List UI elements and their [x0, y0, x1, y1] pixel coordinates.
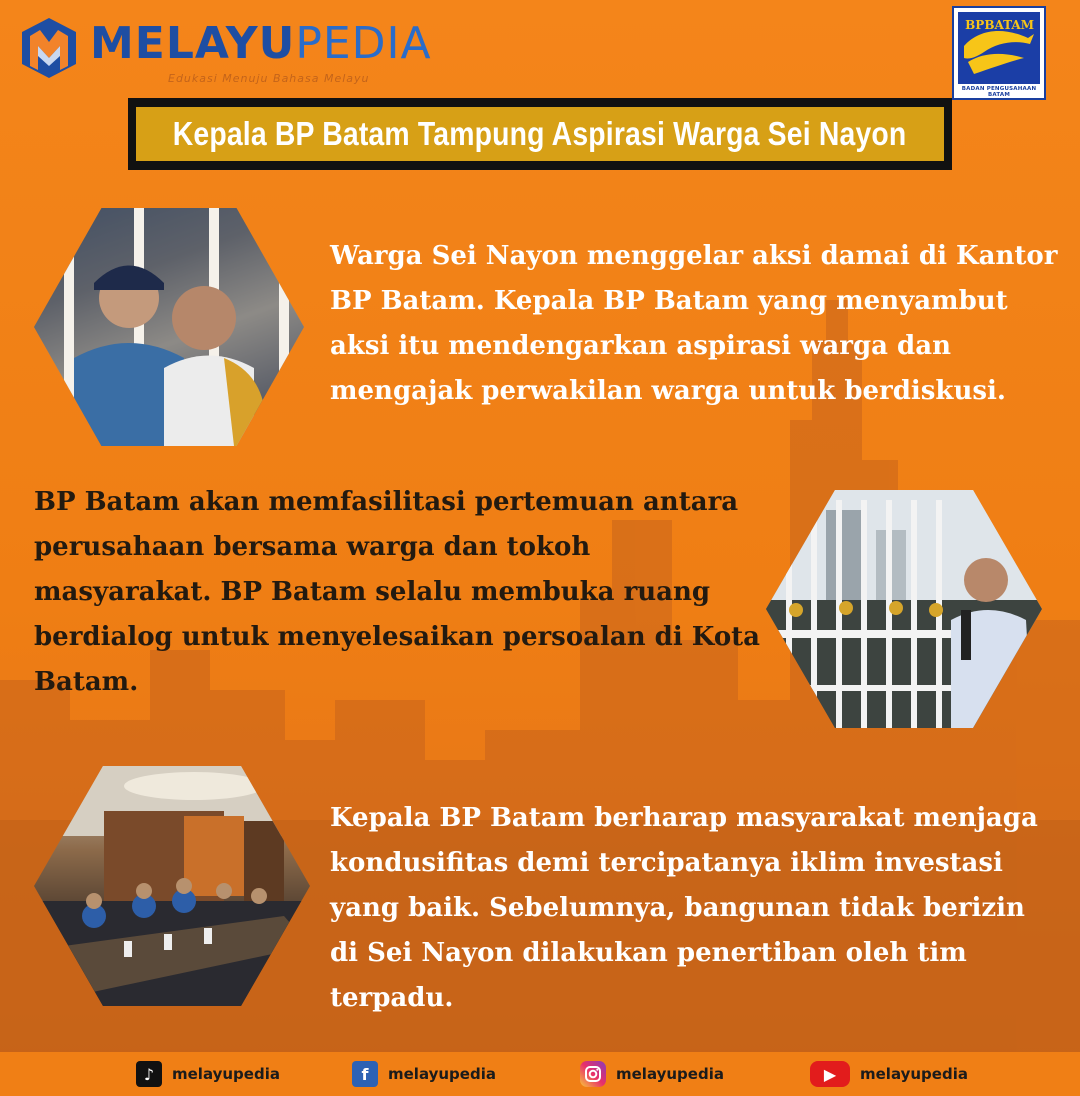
facebook-icon: f — [352, 1061, 378, 1087]
title-banner — [128, 98, 952, 170]
tiktok-icon: ♪ — [136, 1061, 162, 1087]
brand-name: MELAYUPEDIA — [90, 18, 432, 69]
bp-batam-logo — [952, 6, 1046, 100]
paragraph-3: Kepala BP Batam berharap masyarakat menjaga kondusifitas demi tercipatanya iklim investasi yang baik. Sebelumnya, bangunan tidak berizin di Sei Nayon dilakukan penertiban oleh tim terpadu. — [330, 803, 1038, 1013]
social-handle: melayupedia — [172, 1065, 280, 1083]
youtube-icon: ▶ — [810, 1061, 850, 1087]
melayupedia-logo — [18, 12, 432, 85]
social-instagram[interactable] — [580, 1060, 724, 1088]
social-youtube[interactable] — [810, 1060, 968, 1088]
social-tiktok[interactable] — [136, 1060, 280, 1088]
social-footer — [0, 1052, 1080, 1096]
paragraph-2: BP Batam akan memfasilitasi pertemuan antara perusahaan bersama warga dan tokoh masyarakat. BP Batam selalu membuka ruang berdialog untuk menyelesaikan persoalan di Kota Batam. — [34, 487, 761, 697]
melayupedia-mark-icon — [18, 16, 80, 80]
instagram-icon — [580, 1061, 606, 1087]
brand-tagline: Edukasi Menuju Bahasa Melayu — [168, 72, 370, 85]
title-banner-inner — [136, 107, 944, 161]
bp-batam-name: BPBATAM — [965, 18, 1034, 32]
social-handle: melayupedia — [860, 1065, 968, 1083]
social-handle: melayupedia — [388, 1065, 496, 1083]
page-title: Kepala BP Batam Tampung Aspirasi Warga Sei Nayon — [173, 115, 907, 152]
bp-batam-caption: BADAN PENGUSAHAAN BATAM — [961, 86, 1037, 98]
social-facebook[interactable] — [352, 1060, 496, 1088]
paragraph-1: Warga Sei Nayon menggelar aksi damai di Kantor BP Batam. Kepala BP Batam yang menyambut aksi itu mendengarkan aspirasi warga dan mengajak perwakilan warga untuk berdiskusi. — [330, 241, 1058, 406]
bp-batam-emblem — [958, 12, 1040, 84]
social-handle: melayupedia — [616, 1065, 724, 1083]
